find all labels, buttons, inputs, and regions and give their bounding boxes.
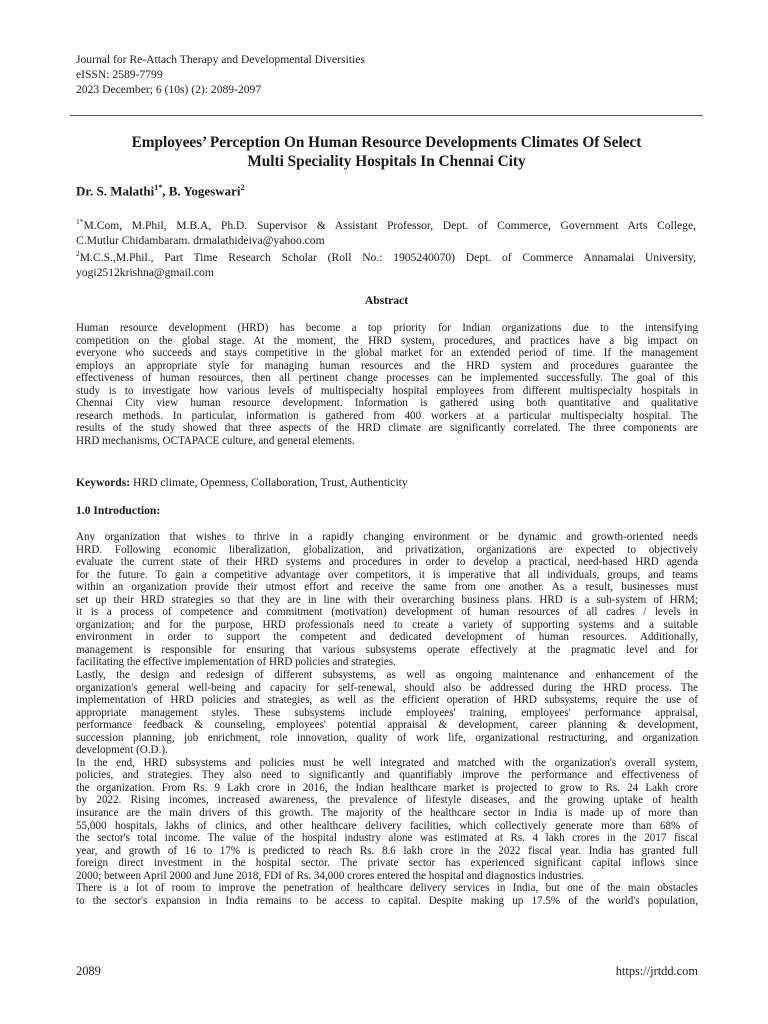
abstract-line: effectiveness of human resources, then all pertinent change processes can be implemented successfully. The goal of this: [76, 372, 698, 385]
abstract-line: results of the study showed that three aspects of the HRD climate are significantly correlated. The three components are: [76, 422, 698, 435]
author-2-sup: 2: [240, 183, 245, 192]
intro-paragraph-1-line: set up their HRD strategies so that they are in line with their overarching business plans. HRD is a sub-system of HRM;: [76, 593, 698, 606]
intro-paragraph-3-line: year, and growth of 16 to 17% is predicted to reach Rs. 8.6 lakh crore in the 2022 fiscal year. India has granted full: [76, 844, 698, 857]
intro-paragraph-3-line: the sector's total income. The value of the hospital industry alone was estimated at Rs. 4 lakh crores in the 2017 fiscal: [76, 832, 698, 845]
journal-issue: 2023 December; 6 (10s) (2): 2089-2097: [76, 83, 262, 96]
author-2-name: B. Yogeswari: [168, 183, 241, 199]
intro-paragraph-2-line: Lastly, the design and redesign of different subsystems, as well as ongoing maintenance and enhancement of the: [76, 669, 698, 682]
abstract-line: HRD mechanisms, OCTAPACE culture, and general elements.: [76, 434, 355, 447]
author-1-sup: 1*: [154, 183, 163, 192]
intro-paragraph-3-line: policies, and strategies. They also need to significantly and quantifiably improve the performance and effectiveness of: [76, 769, 698, 782]
abstract-line: Human resource development (HRD) has become a top priority for Indian organizations due to the intensifying: [76, 322, 698, 334]
keywords-text: HRD climate, Openness, Collaboration, Trust, Authenticity: [130, 476, 408, 489]
intro-paragraph-4-line: to the sector's expansion in India remains to be access to capital. Despite making up 17.5% of the world's population,: [76, 894, 698, 907]
intro-paragraph-1-line: organization; and for the purpose, HRD professionals need to create a variety of supporting systems and a suitable: [76, 618, 698, 631]
intro-paragraph-2-line: succession planning, job enrichment, role innovation, quality of work life, organizational restructuring, and organization: [76, 731, 698, 744]
author-list: Dr. S. Malathi$^{1*}$, B. Yogeswari$^2$: [76, 183, 245, 199]
abstract-line: everyone who succeeds and stays competitive in the global market for an extended period of time. If the management: [76, 347, 698, 360]
intro-paragraph-3-line: by 2022. Rising incomes, increased awareness, the prevalence of lifestyle diseases, and the growing uptake of health: [76, 794, 698, 807]
keywords-label: Keywords:: [76, 476, 131, 489]
title-line-2: Multi Speciality Hospitals In Chennai City: [247, 153, 526, 170]
intro-paragraph-1-line: it is a process of competence and commitment (motivation) development of human resources of all cadres / levels in: [76, 606, 698, 619]
affiliation-1: [76, 214, 696, 249]
intro-paragraph-2-line: implementation of HRD policies and strategies, as well as the efficient operation of HRD subsystems, require the use of: [76, 694, 698, 707]
affiliation-1-line-2: C.Mutlur Chidambaram. drmalathideiva@yahoo.com: [76, 234, 325, 248]
abstract-line: study is to investigate how various levels of multispecialty hospital employees from different multispecialty hospitals in: [76, 384, 698, 397]
abstract-line: Chennai City view human resource development. Information is gathered using both quantitative and qualitative: [76, 397, 698, 410]
journal-name: Journal for Re-Attach Therapy and Developmental Diversities: [76, 53, 365, 66]
intro-paragraph-3-line: insurance are the main drivers of this growth. The majority of the healthcare sector in India is made up of more than: [76, 807, 698, 820]
intro-paragraph-2-line: development (O.D.).: [76, 744, 168, 757]
abstract-line: research methods. In particular, information is gathered from 400 workers at a particular multispecialty hospital. The: [76, 409, 698, 422]
abstract-line: competition on the global stage. At the moment, the HRD system, procedures, and practices have a big impact on: [76, 334, 698, 347]
header-rule: [70, 115, 703, 116]
intro-paragraph-4-line: There is a lot of room to improve the penetration of healthcare delivery services in India, but one of the main obstacles: [76, 882, 698, 895]
intro-paragraph-2-line: organization's general well-being and capacity for self-renewal, should also be addressed during the HRD process. The: [76, 681, 698, 694]
paper-title: [70, 133, 703, 171]
footer-url: https://jrtdd.com: [615, 964, 698, 978]
abstract-body: [76, 322, 698, 447]
introduction-body: [76, 531, 698, 907]
intro-paragraph-1-line: HRD. Following economic liberalization, globalization, and privatization, organizations are expected to objectively: [76, 543, 698, 556]
intro-paragraph-1-line: management is responsible for ensuring that various subsystems operate effectively at the pragmatic level and for: [76, 643, 698, 656]
intro-paragraph-1-line: within an organization provide their utmost effort and receive the same from one another. As a result, businesses must: [76, 581, 698, 594]
section-heading-introduction: 1.0 Introduction:: [76, 504, 161, 517]
page-number: 2089: [76, 964, 101, 978]
title-line-1: Employees’ Perception On Human Resource Developments Climates Of Select: [131, 134, 642, 151]
abstract-heading: Abstract: [364, 294, 409, 307]
intro-paragraph-1-line: environment in order to support the competent and dedicated development of human resources. Additionally,: [76, 631, 698, 644]
intro-paragraph-1-line: Any organization that wishes to thrive in a rapidly changing environment or be dynamic and growth-oriented needs: [76, 531, 698, 543]
keywords: [76, 476, 408, 489]
author-1-name: Dr. S. Malathi: [76, 183, 155, 199]
intro-paragraph-3-line: In the end, HRD subsystems and policies must be well integrated and matched with the organization's overall system,: [76, 756, 698, 769]
affiliation-2: [76, 246, 696, 281]
intro-paragraph-2-line: performance feedback & counseling, employees' potential appraisal & development, career planning & development,: [76, 719, 698, 732]
intro-paragraph-3-line: 2000; between April 2000 and June 2018, FDI of Rs. 34,000 crores entered the hospital and diagnostics industries.: [76, 869, 585, 882]
affiliation-2-line-1: M.C.S.,M.Phil., Part Time Research Scholar (Roll No.: 1905240070) Dept. of Commerce Annamalai University,: [79, 250, 696, 264]
journal-eissn: eISSN: 2589-7799: [76, 68, 163, 81]
affiliation-1-sup: 1*: [76, 217, 84, 226]
abstract-line: employs an appropriate style for managing human resources and the HRD system and procedures guarantee the: [76, 359, 698, 372]
intro-paragraph-2-line: appropriate management styles. These subsystems include employees' training, employees' performance appraisal,: [76, 706, 698, 719]
intro-paragraph-1-line: evaluate the current state of their HRD systems and procedures in order to develop a practical, need-based HRD agenda: [76, 556, 698, 569]
intro-paragraph-3-line: foreign direct investment in the hospital sector. The private sector has experienced significant capital inflows since: [76, 857, 698, 870]
affiliation-2-sup: 2: [76, 249, 80, 258]
intro-paragraph-3-line: the organization. From Rs. 9 Lakh crore in 2016, the Indian healthcare market is projected to grow to Rs. 24 Lakh crore: [76, 781, 698, 794]
journal-header: [76, 52, 365, 97]
affiliation-2-line-2: yogi2512krishna@gmail.com: [76, 266, 214, 280]
intro-paragraph-1-line: for the future. To gain a competitive advantage over competitors, it is imperative that all individuals, groups, and teams: [76, 568, 698, 581]
intro-paragraph-3-line: 55,000 hospitals, lakhs of clinics, and other healthcare delivery facilities, which collectively generate more than 68% of: [76, 819, 698, 832]
affiliation-1-line-1: M.Com, M.Phil, M.B.A, Ph.D. Supervisor & Assistant Professor, Dept. of Commerce, Government Arts College,: [83, 218, 696, 232]
intro-paragraph-1-line: facilitating the effective implementation of HRD policies and strategies.: [76, 656, 396, 669]
